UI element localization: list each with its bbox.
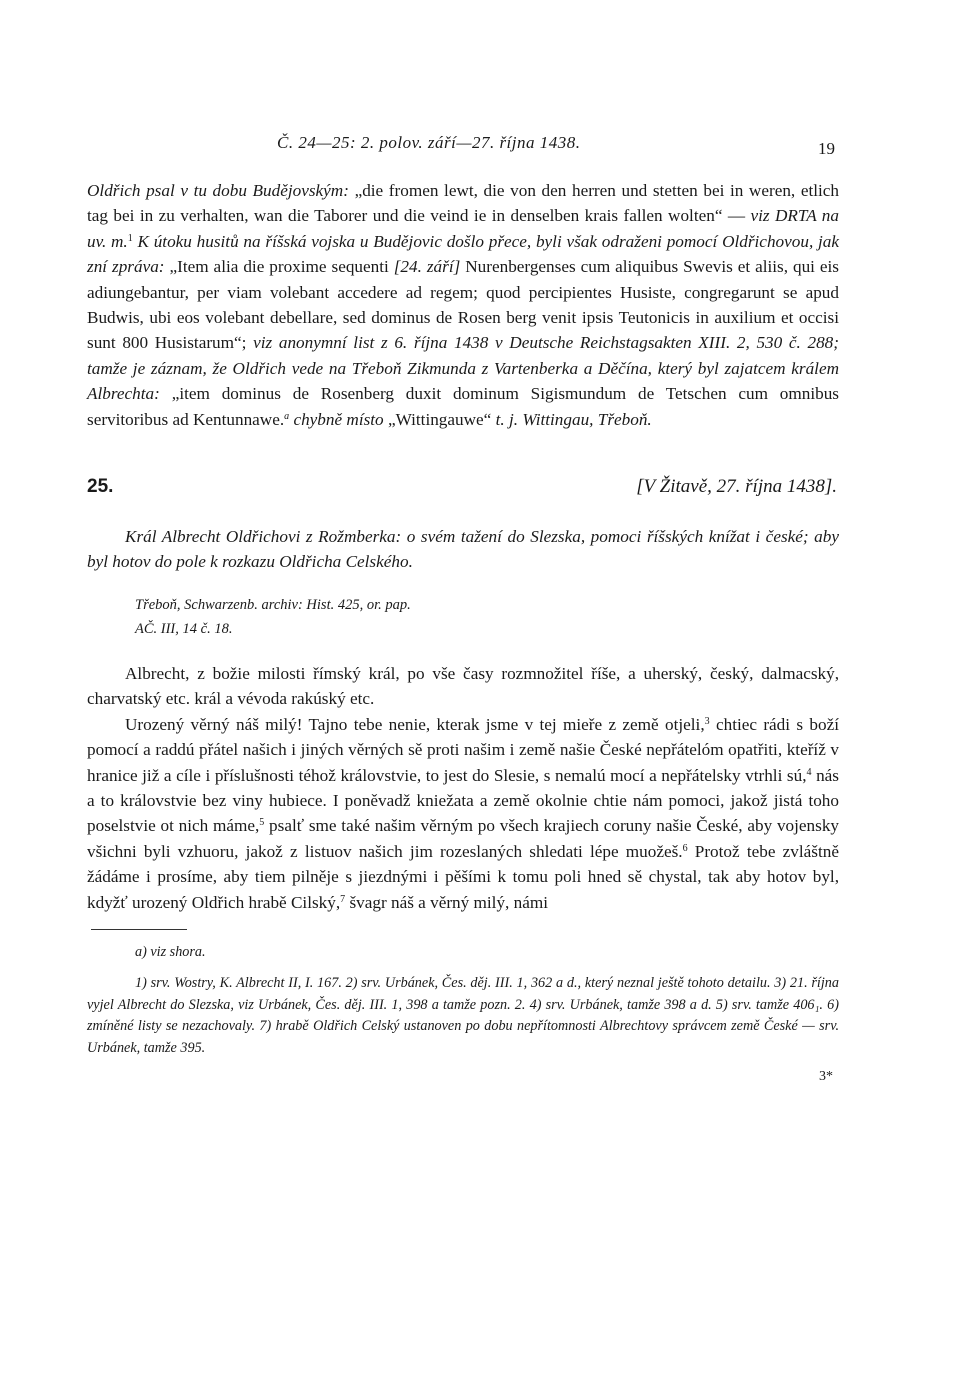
intro-s4: „Item alia die proxime sequenti (164, 257, 394, 277)
footnote-ref-1: 1 (127, 232, 133, 244)
footnotes-numbered: 1) srv. Wostry, K. Albrecht II, I. 167. 2) srv. Urbánek, Čes. děj. III. 1, 362 a d., který neznal ještě tohoto detailu. 3) 21. října vyjel Albrecht do Slezska, viz Urbánek, Čes. děj. III. 1, 398 a tamže pozn. 2. 4) srv. Urbánek, tamže 398 a d. 5) srv. tamže 406₁. 6) zmíněné listy se nezachovaly. 7) hrabě Oldřich Celský ustanoven po dobu nepřítomnosti Albrechtovy správcem země České — srv. Urbánek, tamže 395. (87, 975, 839, 1056)
intro-s9-it: chybně místo (289, 409, 384, 429)
footnote-ref-a: a (284, 410, 290, 422)
intro-s2-it: viz DRTA na uv. m. (87, 206, 839, 251)
letter-body (87, 712, 839, 915)
signature-mark: 3* (819, 1069, 833, 1085)
document-heading (87, 476, 839, 516)
intro-s6: Nurenbergenses cum aliquibus Swevis et aliis, qui eis adiungebantur, per viam volebant accedere ad regem; quod percipientes Husiste, congregarunt se apud Budwis, ubi eos volebant debellare, sed dominus de Rosen berg venit ipsis Teutonicis in auxilium et occisi sunt 800 Husistarum“; (87, 257, 839, 353)
footnote-divider (91, 929, 187, 930)
letter-body-a: Urozený věrný náš milý! Tajno tebe nenie, kterak jsme v tej mieře z země otjeli, (125, 714, 705, 734)
letter-body-d: psalť sme také našim věrným po všech krajiech coruny našie České, aby vojensky všichni byli vzhuoru, jakož z listuov našich jim rozeslaných shledati lépe muožeš. (87, 816, 840, 861)
page (87, 130, 840, 1085)
letter-text (87, 661, 839, 915)
intro-s1-it: Oldřich psal v tu dobu Budějovským: (87, 181, 349, 200)
intro-s7-it: viz anonymní list z 6. října 1438 v Deutsche Reichstagsakten XIII. 2, 530 č. 288; tamže je záznam, že Oldřich vede na Třeboň Zikmunda z Vartenberka a Děčína, který byl zajatcem králem Albrechta: (87, 333, 840, 404)
intro-s8: „item dominus de Rosenberg duxit dominum Sigismundum de Tetschen cum omnibus servitoribus ad Kentunnawe. (87, 384, 839, 429)
footnote-ref-5: 5 (259, 817, 265, 829)
running-head (87, 130, 839, 162)
running-head-title: Č. 24—25: 2. polov. září—27. října 1438. (277, 133, 581, 152)
letter-body-e: Protož tebe zvláštně žádáme i prosíme, aby tiem pilněje s jiezdnými i pěšími k tomu poli hned sě chystal, tak aby hotov byl, kdyžť urozený Oldřich hrabě Cilský, (87, 841, 839, 912)
footnote-a: a) viz shora. (135, 943, 206, 960)
intro-paragraph (87, 178, 839, 432)
letter-intitulatio: Albrecht, z božie milosti římský král, po vše časy rozmnožitel říše, a uherský, český, dalmacský, charvatský etc. král a vévoda rakúský etc. (87, 663, 839, 709)
footnote-ref-3: 3 (704, 715, 710, 727)
intro-s1: „die fromen lewt, die von den herren und stetten bei in weren, etlich tag bei in zu verhalten, wan die Taborer und die veind ie in denselben krais fallen wolten“ — (87, 181, 840, 226)
letter-body-f: švagr náš a věrný milý, námi (345, 892, 549, 912)
letter-body-c: nás a to královstvie bez viny hubiece. I poněvadž kniežata a země okolnie chtie nám pomoci, jakož jistá toho poselstvie ot nich máme, (87, 765, 839, 836)
intro-s11-it: t. j. Wittingau, Třeboň. (495, 409, 652, 429)
document-number: 25. (87, 476, 114, 498)
intro-s10: „Wittingauwe“ (383, 409, 496, 429)
letter-body-b: chtiec rádi s boží pomocí a raddú přátel našich i jiných věrných sě proti našim i země našie České nepřátelóm opatřiti, kteříž v hranice již a cíle i příslušnosti téhož královstvie, to jest do Slesie, s nemalú mocí a nepřátelsky vtrhli sú, (87, 714, 839, 785)
archive-note (135, 593, 839, 641)
footnote-ref-7: 7 (340, 893, 346, 905)
footnote-ref-6: 6 (682, 842, 688, 854)
document-regest: Král Albrecht Oldřichovi z Rožmberka: o svém tažení do Slezska, pomoci říšských knížat i české; aby byl hotov do pole k rozkazu Oldřicha Celského. (87, 527, 839, 572)
document-place-date: [V Žitavě, 27. října 1438]. (636, 476, 837, 498)
footnote-ref-4: 4 (806, 766, 812, 778)
intro-s3-it: K útoku husitů na říšská vojska u Budějovic došlo přece, byli však odraženi pomocí Oldřichovou, jak zní zpráva: (87, 231, 839, 277)
archive-line-2: AČ. III, 14 č. 18. (135, 620, 233, 637)
footnotes (87, 942, 839, 1060)
intro-s5-it: [24. září] (393, 257, 461, 277)
archive-line-1: Třeboň, Schwarzenb. archiv: Hist. 425, or. pap. (135, 596, 411, 613)
page-number: 19 (818, 139, 835, 158)
